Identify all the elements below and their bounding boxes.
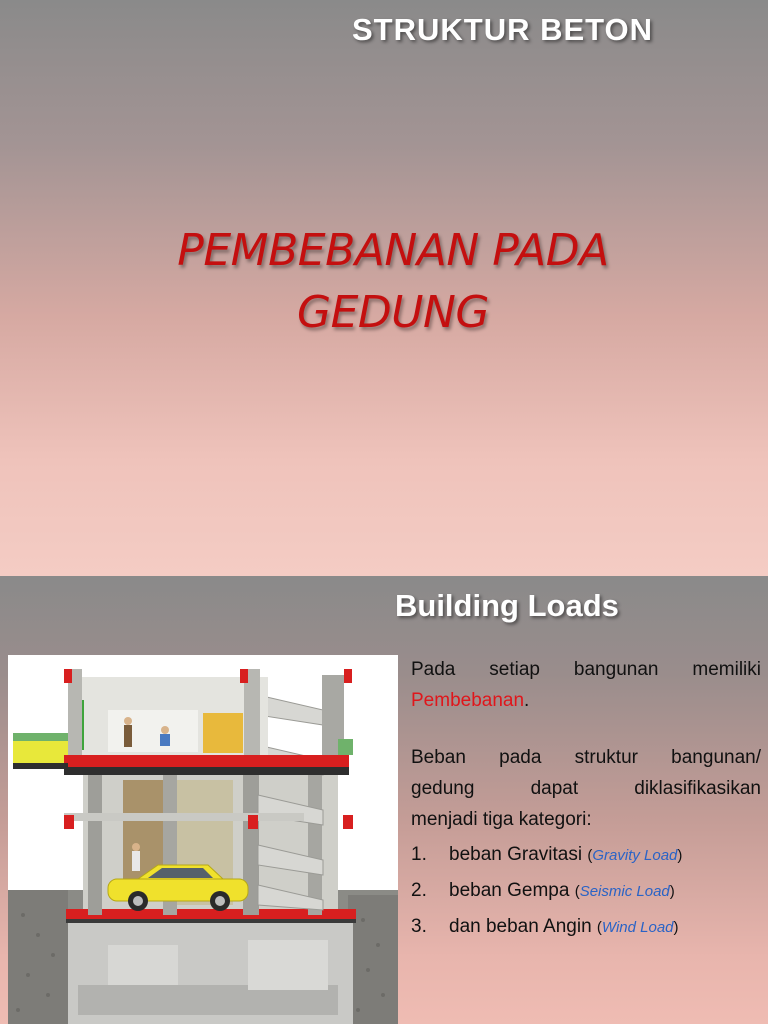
intro-text: Pada setiap bangunan memiliki (411, 659, 761, 680)
highlight-pembebanan: Pembebanan (411, 690, 525, 711)
list-number: 3. (411, 916, 427, 937)
title-line-1: PEMBEBANAN PADA (177, 225, 609, 276)
paren-open: ( (596, 919, 602, 936)
paren-close: ) (669, 883, 675, 900)
slide-title (0, 220, 768, 344)
paren-close: ) (677, 847, 683, 864)
content-text (411, 654, 761, 943)
intro-paragraph-line2 (411, 685, 761, 716)
intro-end: . (524, 690, 530, 711)
classification-line-2: gedung dapat diklasifikasikan (411, 778, 761, 799)
list-item (411, 911, 761, 943)
paren-close: ) (673, 919, 679, 936)
list-label: beban Gravitasi (449, 844, 583, 865)
paren-open: ( (574, 883, 580, 900)
classification-line-1: Beban pada struktur bangunan/ (411, 747, 761, 768)
classification-line-3: menjadi tiga kategori: (411, 809, 592, 830)
list-number: 2. (411, 880, 427, 901)
list-english-term: Seismic Load (579, 883, 670, 900)
building-cutaway-image (8, 655, 398, 1024)
list-english-term: Wind Load (601, 919, 674, 936)
slide-header: STRUKTUR BETON (352, 12, 654, 47)
list-item (411, 839, 761, 871)
building-loads-slide (0, 576, 768, 1024)
intro-paragraph (411, 654, 761, 685)
list-number: 1. (411, 844, 427, 865)
slide-header: Building Loads (395, 588, 619, 623)
paren-open: ( (587, 847, 593, 864)
list-item (411, 875, 761, 907)
title-line-2: GEDUNG (297, 287, 489, 338)
list-label: dan beban Angin (449, 916, 592, 937)
list-english-term: Gravity Load (592, 847, 678, 864)
list-label: beban Gempa (449, 880, 570, 901)
building-section-illustration (8, 655, 398, 1024)
